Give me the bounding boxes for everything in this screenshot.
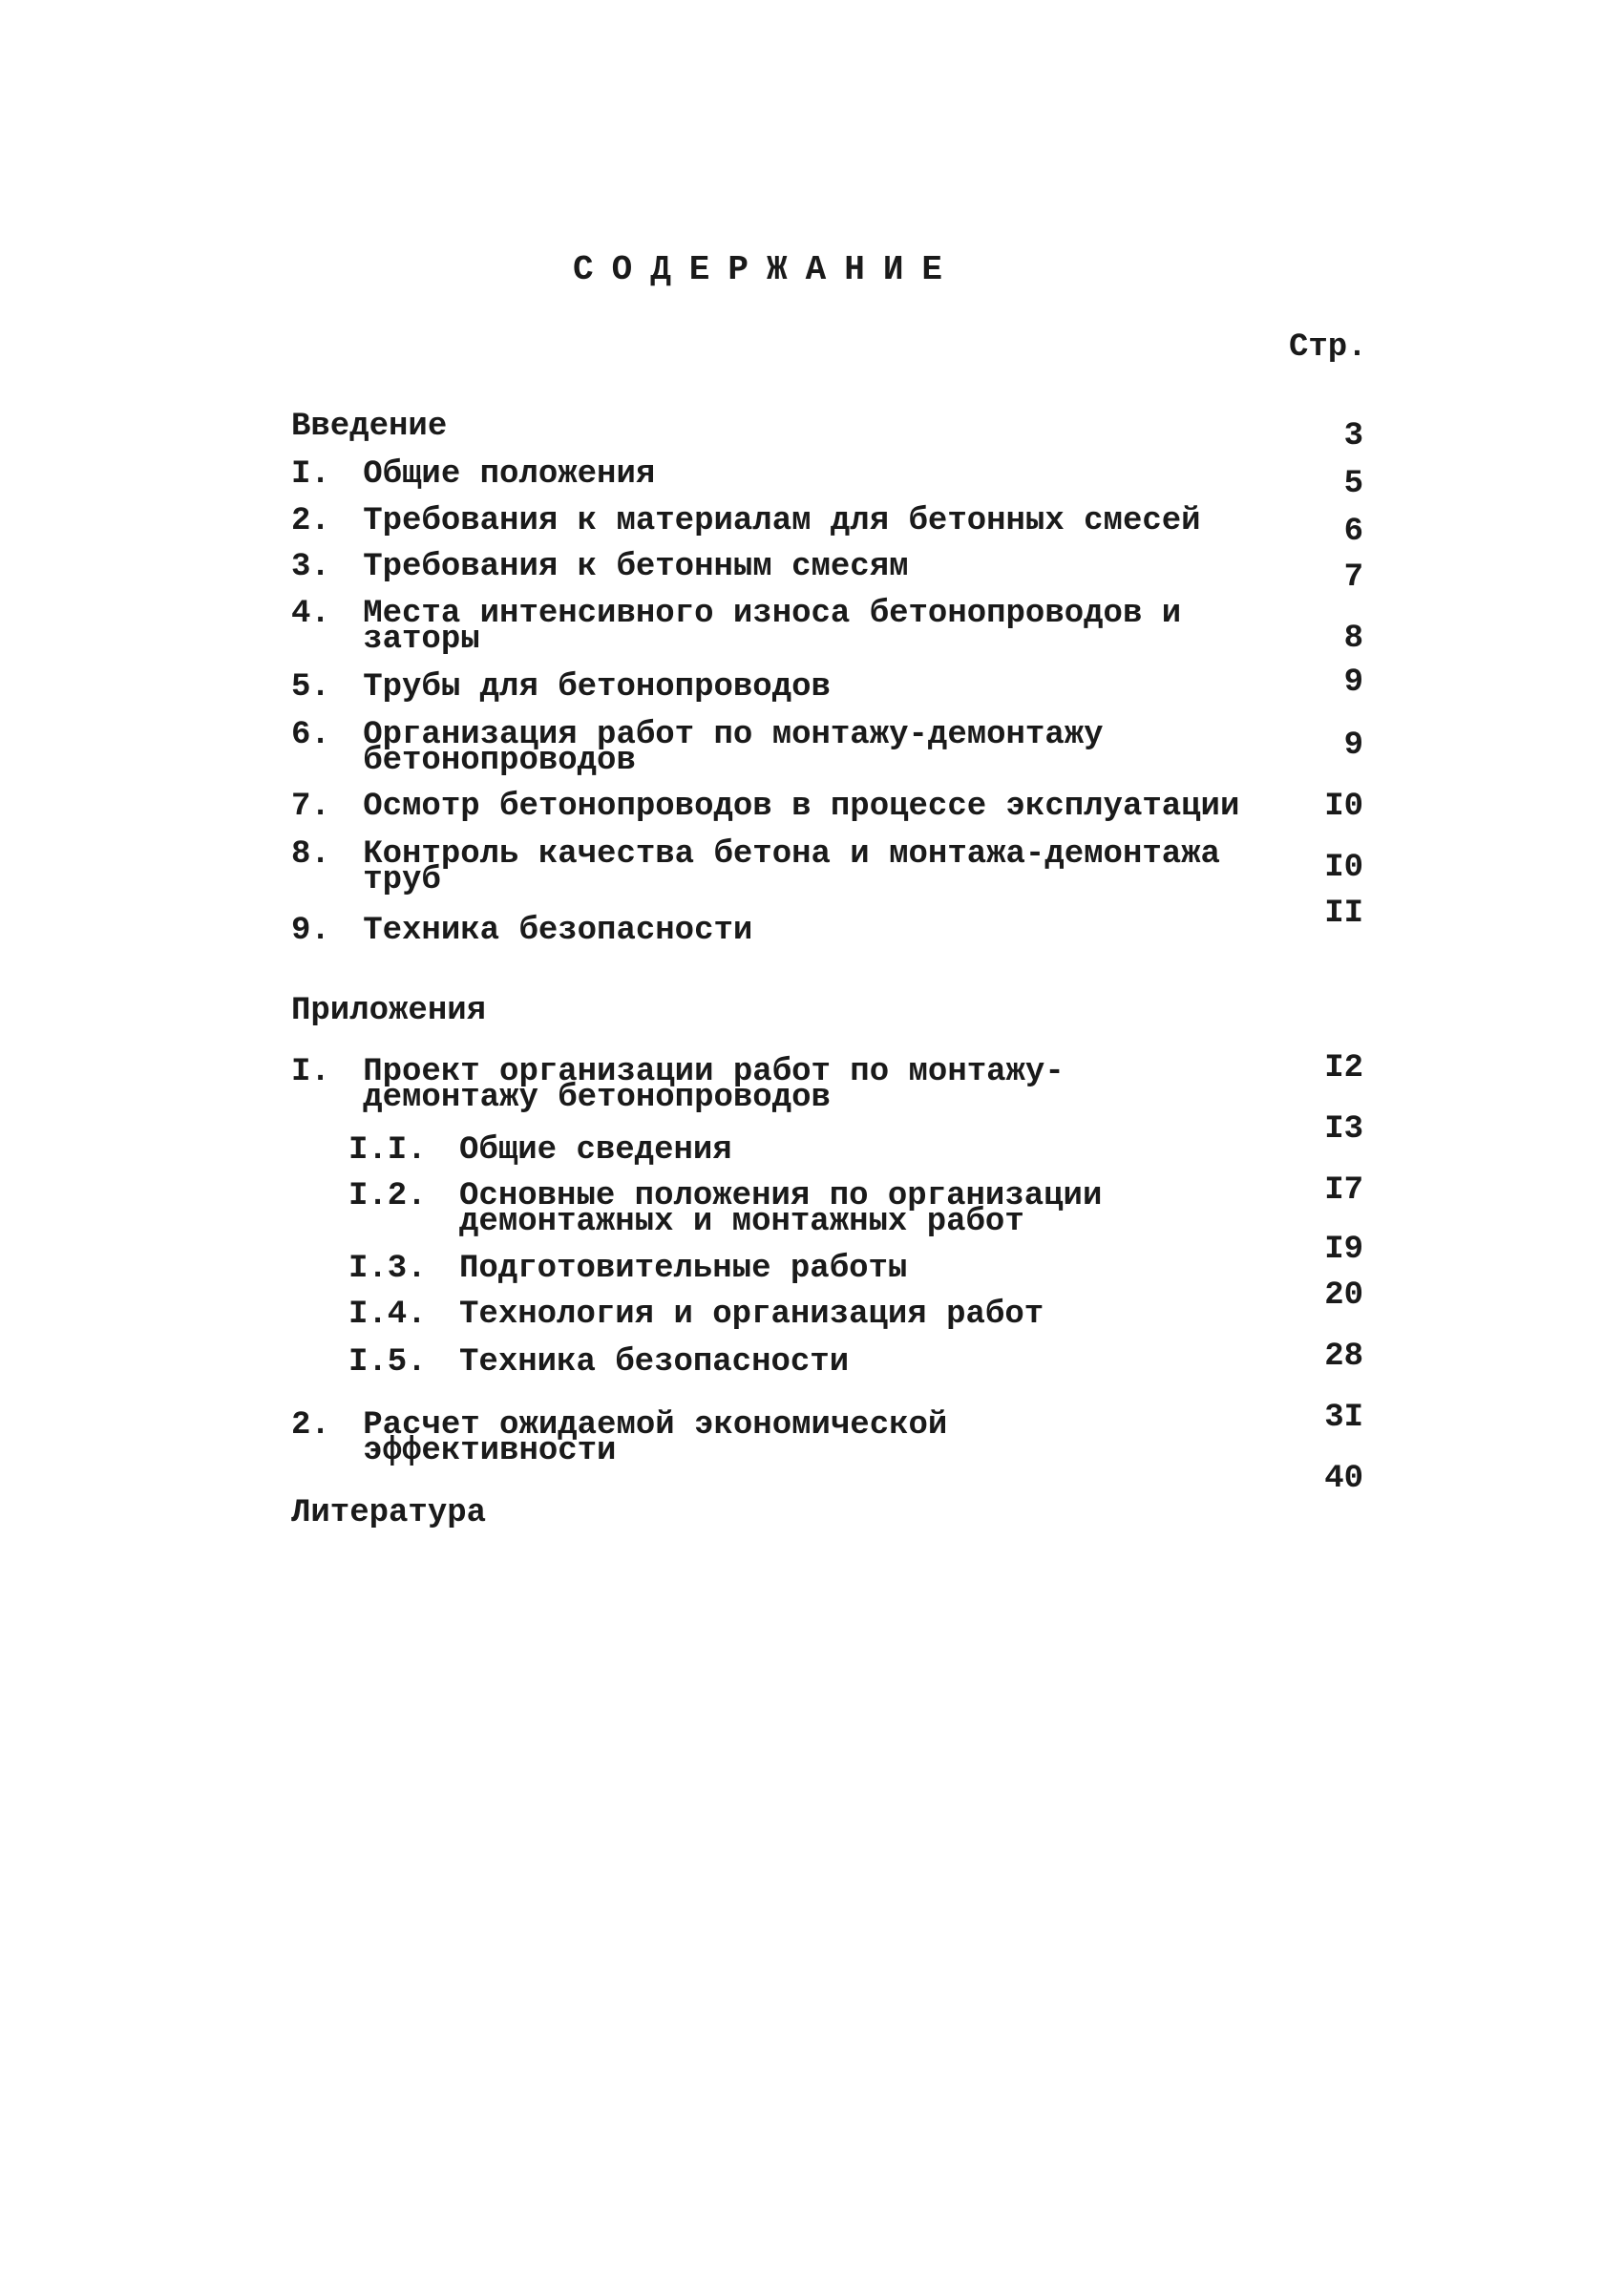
toc-item-page: 6 [1343,514,1363,550]
toc-item-number: 7. [291,789,330,825]
toc-item-title-continued: демонтажу бетонопроводов [363,1080,831,1116]
toc-item [291,503,1201,539]
toc-item-page: I0 [1324,850,1363,886]
toc-item-title-continued: демонтажных и монтажных работ [459,1204,1024,1240]
toc-item-page: 28 [1324,1339,1363,1375]
toc-item-title: Общие положения [363,456,656,493]
toc-item-title: Организация работ по монтажу-демонтажу [363,717,1104,753]
toc-item-title: Контроль качества бетона и монтажа-демонтажа [363,836,1220,873]
toc-item-title: Подготовительные работы [459,1251,908,1287]
toc-item [291,596,1182,658]
toc-intro-page: 3 [1343,418,1363,454]
toc-literature-page: 40 [1324,1461,1363,1497]
toc-item-page: 8 [1343,621,1363,657]
toc-item-title: Общие сведения [459,1132,732,1169]
toc-item-number: I.3. [348,1251,427,1287]
toc-item-page: I9 [1324,1232,1363,1268]
toc-item-number: 8. [291,836,330,873]
toc-item-page: 3I [1324,1400,1363,1436]
toc-item-page: I7 [1324,1172,1363,1209]
toc-item-title: Трубы для бетонопроводов [363,669,831,706]
toc-item [291,836,1220,898]
toc-item-number: I. [291,1054,330,1090]
toc-item [291,549,909,585]
toc-item-title-continued: бетонопроводов [363,743,636,779]
toc-appendix-heading: Приложения [291,993,487,1029]
toc-item-number: 9. [291,913,330,949]
toc-item [291,669,831,706]
toc-item-number: I.I. [348,1132,427,1169]
toc-appendix-subitem [348,1178,1103,1240]
toc-item-title: Техника безопасности [459,1344,850,1381]
toc-item-number: 5. [291,669,330,706]
toc-item-title: Технология и организация работ [459,1297,1044,1333]
page-column-label: Стр. [1289,329,1367,366]
toc-item-page: 7 [1343,559,1363,596]
toc-item-title-continued: заторы [363,622,480,658]
toc-item-title: Расчет ожидаемой экономической [363,1407,948,1444]
toc-item-page: 5 [1343,466,1363,502]
toc-item-title: Требования к бетонным смесям [363,549,909,585]
toc-item-number: 4. [291,596,330,632]
toc-appendix-item [291,1054,1065,1116]
toc-item [291,913,753,949]
toc-item-number: 2. [291,1407,330,1444]
toc-item-number: I. [291,456,330,493]
toc-item-number: I.4. [348,1297,427,1333]
toc-item-title-continued: труб [363,862,441,898]
toc-item-page: II [1324,896,1363,932]
toc-appendix-subitem [348,1297,1044,1333]
toc-item [291,717,1104,779]
toc-item-page: 9 [1343,664,1363,701]
toc-item-title: Проект организации работ по монтажу- [363,1054,1065,1090]
toc-item-title: Осмотр бетонопроводов в процессе эксплуатации [363,789,1240,825]
toc-item-title: Места интенсивного износа бетонопроводов и [363,596,1182,632]
toc-item-number: I.2. [348,1178,427,1214]
toc-literature-label: Литература [291,1495,487,1531]
toc-intro-label: Введение [291,409,448,445]
toc-item [291,456,656,493]
toc-item-page: 9 [1343,728,1363,764]
toc-appendix-subitem [348,1344,850,1381]
toc-appendix-subitem [348,1132,732,1169]
toc-item [291,789,1240,825]
toc-item-number: 2. [291,503,330,539]
toc-item-page: I0 [1324,789,1363,825]
page-title: СОДЕРЖАНИЕ [573,250,961,289]
toc-appendix-subitem [348,1251,908,1287]
toc-item-title: Основные положения по организации [459,1178,1103,1214]
toc-item-page: I3 [1324,1111,1363,1148]
toc-item-number: I.5. [348,1344,427,1381]
toc-item-page: 20 [1324,1277,1363,1314]
toc-item-title: Требования к материалам для бетонных смесей [363,503,1201,539]
toc-item-title: Техника безопасности [363,913,753,949]
toc-item-page: I2 [1324,1050,1363,1086]
toc-item-title-continued: эффективности [363,1433,617,1469]
toc-item-number: 6. [291,717,330,753]
toc-item-number: 3. [291,549,330,585]
toc-appendix-item [291,1407,948,1469]
